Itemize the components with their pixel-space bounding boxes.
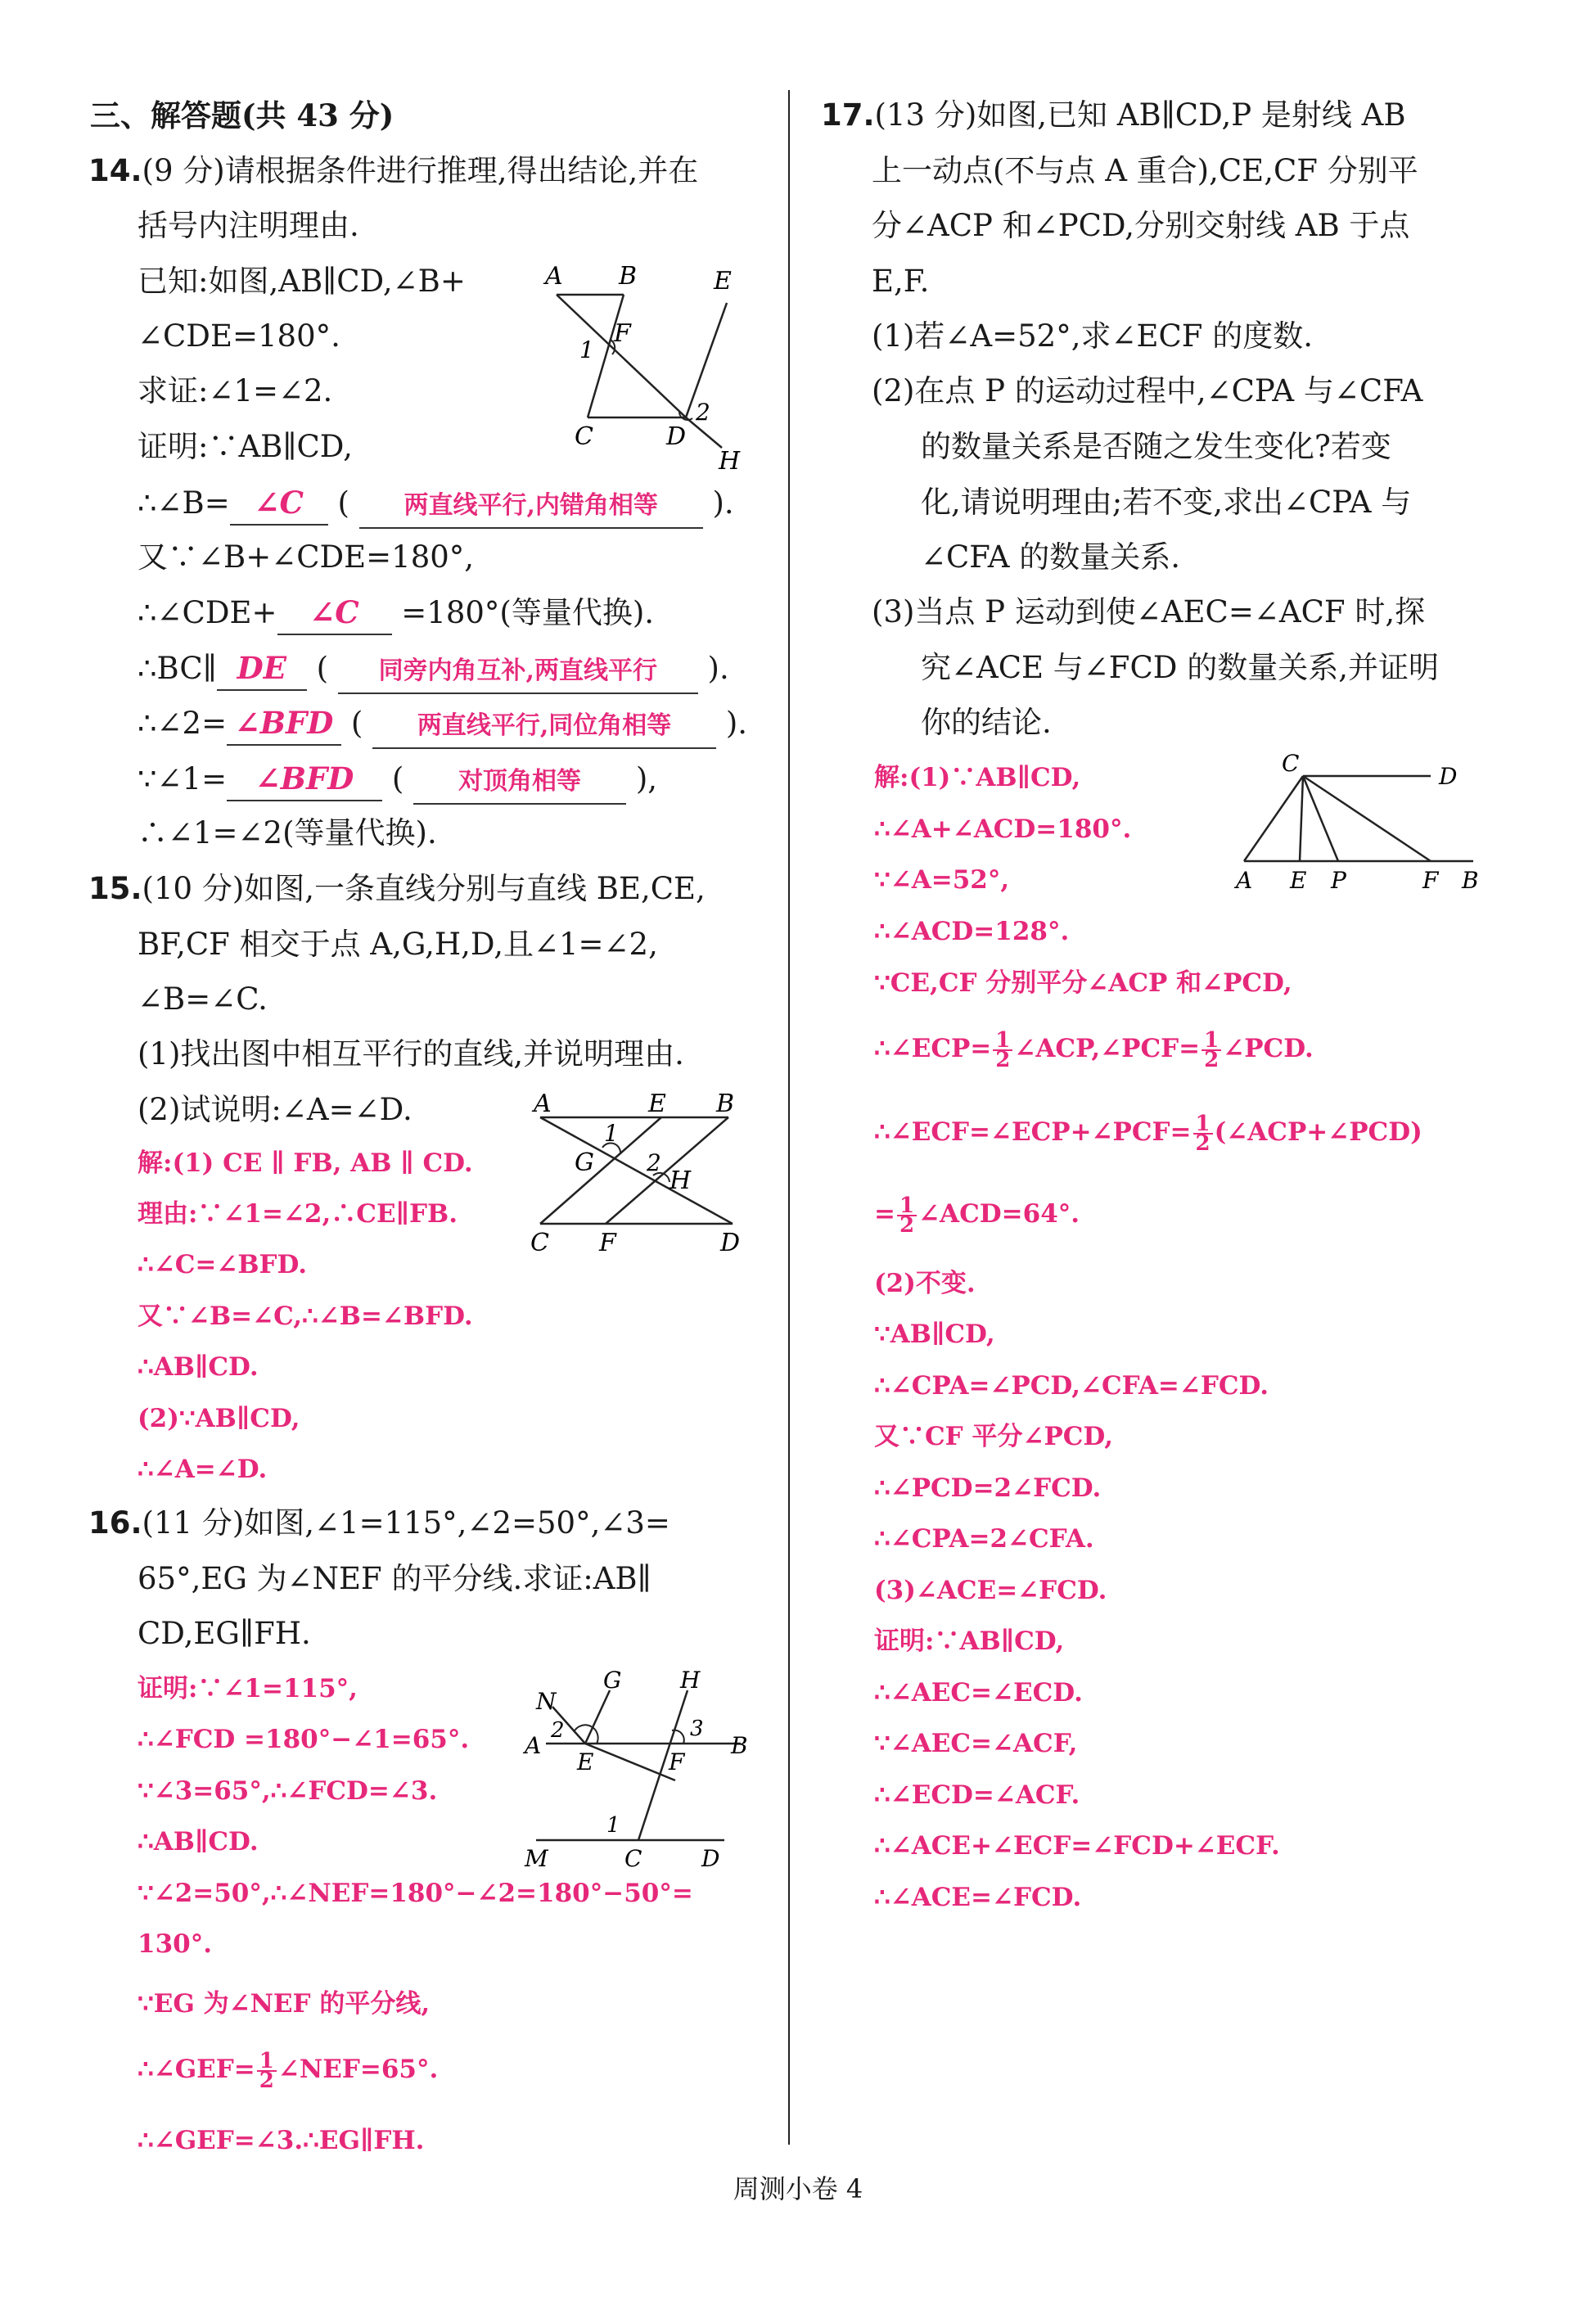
q15-part-2: (2)试说明:∠A=∠D. (138, 1092, 413, 1127)
q17-a8-frac-den: 2 (899, 1212, 915, 1238)
q16-fig-2: 2 (551, 1718, 565, 1743)
q17-a7-post: (∠ACP+∠PCD) (1214, 1117, 1422, 1147)
q15-ans-4: 又∵∠B=∠C,∴∠B=∠BFD. (138, 1302, 473, 1331)
q14-number: 14. (88, 153, 142, 188)
q17-number: 17. (821, 97, 875, 133)
q17-rest-13: ∴∠ACE=∠FCD. (874, 1883, 1082, 1912)
q16-figure (520, 1670, 757, 1875)
q17-a6-frac2-num: 1 (1202, 1031, 1221, 1051)
q15-fig-2: 2 (647, 1149, 661, 1176)
q17-a6-frac2-den: 2 (1204, 1047, 1220, 1072)
q15-fig-C: C (530, 1229, 549, 1257)
section-title: 三、解答题(共 43 分) (90, 97, 394, 133)
q16-stem-1 (88, 1502, 670, 1545)
q17-a7-pre: ∴∠ECF=∠ECP+∠PCF= (874, 1117, 1192, 1147)
q14-l4-blank: DE (217, 647, 307, 691)
q14-line-2: 又∵∠B+∠CDE=180°, (138, 539, 475, 575)
column-divider (788, 90, 790, 2145)
q15-ans-1: 解:(1) CE ∥ FB, AB ∥ CD. (138, 1148, 473, 1178)
q17-a8-frac (897, 1193, 917, 1238)
q16-stem-text: (11 分)如图,∠1=115°,∠2=50°,∠3= (142, 1505, 670, 1541)
q17-rest-2: ∵AB∥CD, (874, 1320, 995, 1349)
q14-fig-1: 1 (579, 336, 594, 363)
q15-ans-3: ∴∠C=∠BFD. (138, 1250, 308, 1279)
q16-fig-E: E (577, 1748, 594, 1775)
q14-l6-reason: 对顶角相等 (413, 760, 626, 805)
q17-rest-7: (3)∠ACE=∠FCD. (874, 1576, 1107, 1605)
q15-fig-E: E (648, 1090, 666, 1118)
q15-fig-F: F (599, 1229, 616, 1257)
q17-ans-6 (874, 1027, 1314, 1072)
q17-rest-10: ∵∠AEC=∠ACF, (874, 1729, 1078, 1758)
q16-fig-G: G (603, 1670, 622, 1694)
q14-proof-start: 证明:∵AB∥CD, (138, 429, 353, 464)
q16-half-pre: ∴∠GEF= (138, 2055, 255, 2084)
q17-part-2b: 的数量关系是否随之发生变化?若变 (921, 429, 1391, 464)
q14-l4-reason: 同旁内角互补,两直线平行 (338, 650, 698, 694)
q16-fig-H: H (680, 1670, 701, 1694)
q17-part-2c: 化,请说明理由;若不变,求出∠CPA 与 (921, 485, 1412, 520)
q16-stem-2: 65°,EG 为∠NEF 的平分线.求证:AB∥ (138, 1561, 651, 1596)
q17-fig-P: P (1331, 867, 1346, 894)
q17-stem-1 (821, 94, 1406, 137)
q16-ans-6: 130°. (138, 1929, 213, 1959)
q14-line-7: ∴∠1=∠2(等量代换). (138, 815, 437, 850)
q14-fig-D: D (666, 422, 687, 451)
q14-l1-pre: ∴∠B= (138, 485, 230, 521)
q14-stem-2: 括号内注明理由. (138, 208, 359, 243)
q14-line-4: ∴BC∥ DE ( 同旁内角互补,两直线平行 ). (138, 647, 729, 694)
q14-line-1: ∴∠B= ∠C ( 两直线平行,内错角相等 ). (138, 481, 734, 529)
q16-fraction (257, 2048, 277, 2093)
q14-prove: 求证:∠1=∠2. (138, 373, 333, 408)
q17-ans-7 (874, 1111, 1422, 1156)
q16-fig-F: F (669, 1748, 685, 1775)
q14-l4-pre: ∴BC∥ (138, 651, 217, 686)
q14-fig-A: A (545, 262, 563, 291)
q17-rest-1: (2)不变. (874, 1269, 976, 1298)
q16-ans-3: ∵∠3=65°,∴∠FCD=∠3. (138, 1776, 438, 1806)
q15-fig-H: H (670, 1166, 692, 1195)
q14-l3-pre: ∴∠CDE+ (138, 595, 277, 630)
q17-figure (1228, 753, 1498, 896)
q17-stem-3: 分∠ACP 和∠PCD,分别交射线 AB 于点 (872, 208, 1410, 243)
q14-l6-blank: ∠BFD (227, 757, 382, 801)
q15-ans-6: (2)∵AB∥CD, (138, 1404, 300, 1433)
q17-a7-frac (1193, 1111, 1213, 1156)
q14-l6-pre: ∵∠1= (138, 761, 228, 796)
q17-rest-12: ∴∠ACE+∠ECF=∠FCD+∠ECF. (874, 1831, 1280, 1861)
q16-fig-3: 3 (690, 1717, 704, 1741)
q14-l1-reason: 两直线平行,内错角相等 (359, 485, 703, 529)
page-footer: 周测小卷 4 (733, 2173, 863, 2204)
q16-fig-A: A (525, 1732, 542, 1759)
q14-fig-H: H (719, 447, 741, 475)
q17-rest-5: ∴∠PCD=2∠FCD. (874, 1473, 1102, 1503)
q14-l5-blank: ∠BFD (227, 702, 341, 746)
q15-ans-7: ∴∠A=∠D. (138, 1455, 268, 1484)
q17-rest-4: 又∵CF 平分∠PCD, (874, 1422, 1114, 1451)
q14-l3-post: =180°(等量代换). (401, 595, 655, 630)
q15-fig-1: 1 (604, 1120, 619, 1147)
q16-ans-2: ∴∠FCD =180°−∠1=65°. (138, 1725, 470, 1754)
q14-stem-text: (9 分)请根据条件进行推理,得出结论,并在 (142, 153, 699, 188)
q14-line-3 (138, 591, 654, 635)
q17-a6-mid: ∠ACP,∠PCF= (1014, 1034, 1201, 1063)
q17-rest-8: 证明:∵AB∥CD, (874, 1626, 1065, 1656)
q17-rest-3: ∴∠CPA=∠PCD,∠CFA=∠FCD. (874, 1371, 1269, 1401)
q17-fig-D: D (1439, 763, 1458, 790)
q15-stem-3: ∠B=∠C. (138, 981, 268, 1017)
q17-a8-pre: = (874, 1199, 895, 1229)
q17-fig-F: F (1422, 867, 1439, 894)
q17-a7-frac-den: 2 (1195, 1130, 1211, 1156)
q14-fig-E: E (714, 267, 732, 296)
q15-fig-G: G (575, 1148, 594, 1177)
q14-line-5: ∴∠2= ∠BFD ( 两直线平行,同位角相等 ). (138, 702, 747, 749)
q17-ans-2: ∴∠A+∠ACD=180°. (874, 814, 1132, 844)
q14-fig-C: C (575, 422, 593, 451)
q17-part-3a: (3)当点 P 运动到使∠AEC=∠ACF 时,探 (872, 594, 1426, 629)
q17-ans-3: ∵∠A=52°, (874, 865, 1010, 895)
q14-fig-2: 2 (696, 399, 710, 426)
q15-fig-A: A (534, 1090, 552, 1118)
q15-stem-1 (88, 868, 706, 910)
q16-ans-5: ∵∠2=50°,∴∠NEF=180°−∠2=180°−50°= (138, 1879, 693, 1908)
q14-l3-blank: ∠C (277, 591, 392, 635)
q14-l5-reason: 两直线平行,同位角相等 (372, 705, 716, 749)
q16-fig-D: D (701, 1845, 720, 1872)
q17-a8-frac-num: 1 (897, 1197, 917, 1216)
q16-ans-4: ∴AB∥CD. (138, 1827, 259, 1857)
q16-fig-N: N (536, 1688, 557, 1715)
q17-fig-B: B (1462, 867, 1479, 894)
q16-fig-1: 1 (606, 1813, 620, 1838)
q14-figure (532, 258, 753, 475)
q17-a6-pre: ∴∠ECP= (874, 1034, 992, 1063)
q17-a6-frac2 (1202, 1027, 1221, 1072)
q14-fig-F: F (614, 319, 631, 348)
q15-part-1: (1)找出图中相互平行的直线,并说明理由. (138, 1036, 684, 1072)
q17-part-1: (1)若∠A=52°,求∠ECF 的度数. (872, 318, 1313, 354)
q14-l1-blank: ∠C (230, 481, 328, 526)
q16-ans-1: 证明:∵∠1=115°, (138, 1674, 358, 1703)
q14-line-6: ∵∠1= ∠BFD ( 对顶角相等 ), (138, 757, 657, 805)
q16-stem-3: CD,EG∥FH. (138, 1616, 311, 1651)
q16-fig-C: C (624, 1845, 642, 1872)
q15-ans-2: 理由:∵∠1=∠2,∴CE∥FB. (138, 1199, 458, 1229)
q17-part-3b: 究∠ACE 与∠FCD 的数量关系,并证明 (921, 650, 1439, 685)
q17-rest-9: ∴∠AEC=∠ECD. (874, 1678, 1083, 1708)
q17-part-2a: (2)在点 P 的运动过程中,∠CPA 与∠CFA (872, 373, 1423, 408)
q16-frac-den: 2 (259, 2068, 274, 2093)
q16-ans-9: ∴∠GEF=∠3.∴EG∥FH. (138, 2126, 425, 2155)
q15-number: 15. (88, 871, 142, 906)
q17-a6-frac1-num: 1 (993, 1031, 1012, 1051)
q16-fig-B: B (731, 1732, 748, 1759)
q15-figure (524, 1089, 753, 1261)
q17-a7-frac-num: 1 (1193, 1115, 1213, 1135)
q15-fig-D: D (720, 1229, 741, 1257)
q15-stem-2: BF,CF 相交于点 A,G,H,D,且∠1=∠2, (138, 927, 658, 962)
q17-ans-1: 解:(1)∵AB∥CD, (874, 763, 1081, 792)
q17-fig-C: C (1282, 753, 1300, 777)
q16-half-post: ∠NEF=65°. (277, 2055, 439, 2084)
q14-fig-B: B (619, 262, 638, 291)
q17-ans-5: ∵CE,CF 分别平分∠ACP 和∠PCD, (874, 968, 1292, 998)
q15-ans-5: ∴AB∥CD. (138, 1352, 259, 1382)
q15-stem-text: (10 分)如图,一条直线分别与直线 BE,CE, (142, 871, 706, 906)
q16-frac-num: 1 (257, 2052, 277, 2072)
q17-fig-E: E (1290, 867, 1307, 894)
q17-part-3c: 你的结论. (921, 705, 1052, 740)
q16-ans-8 (138, 2048, 439, 2093)
q17-stem-2: 上一动点(不与点 A 重合),CE,CF 分别平 (872, 153, 1418, 188)
q16-fig-M: M (525, 1845, 548, 1872)
q17-part-2d: ∠CFA 的数量关系. (921, 539, 1181, 575)
q17-ans-8 (874, 1193, 1080, 1238)
q17-fig-A: A (1236, 867, 1253, 894)
q14-given-1: 已知:如图,AB∥CD,∠B+ (138, 264, 466, 299)
q17-ans-4: ∴∠ACD=128°. (874, 917, 1070, 946)
q15-fig-B: B (716, 1090, 735, 1118)
q17-rest-6: ∴∠CPA=2∠CFA. (874, 1524, 1094, 1554)
q17-a6-frac1 (993, 1027, 1012, 1072)
q14-stem-1 (88, 150, 698, 192)
q17-a6-frac1-den: 2 (995, 1047, 1011, 1072)
q17-stem-text: (13 分)如图,已知 AB∥CD,P 是射线 AB (874, 97, 1406, 133)
q16-number: 16. (88, 1505, 142, 1541)
q17-stem-4: E,F. (872, 264, 930, 299)
q16-ans-7: ∵EG 为∠NEF 的平分线, (138, 1989, 431, 2019)
q14-given-2: ∠CDE=180°. (138, 318, 340, 354)
q17-a6-post: ∠PCD. (1223, 1034, 1314, 1063)
q14-l5-pre: ∴∠2= (138, 706, 228, 741)
q17-rest-11: ∴∠ECD=∠ACF. (874, 1780, 1080, 1810)
q17-a8-post: ∠ACD=64°. (918, 1199, 1080, 1229)
